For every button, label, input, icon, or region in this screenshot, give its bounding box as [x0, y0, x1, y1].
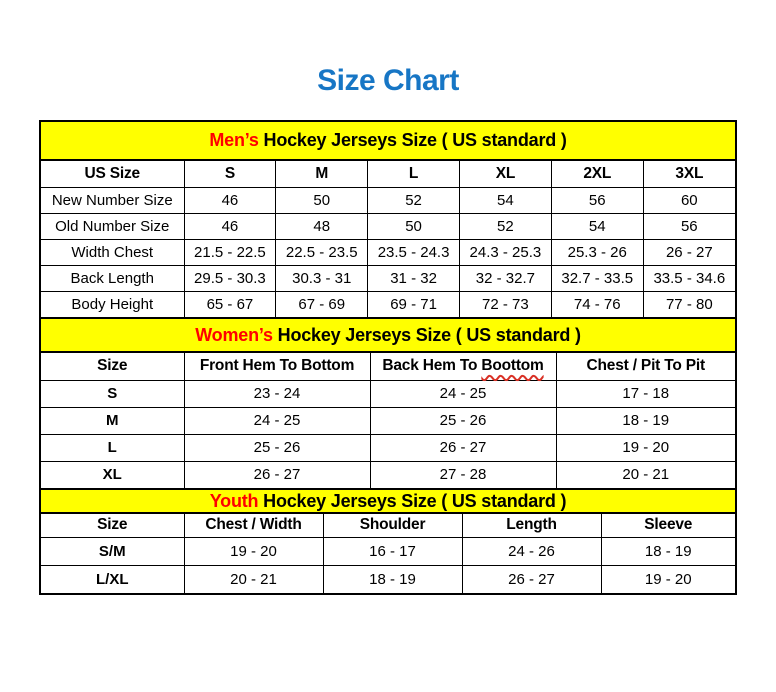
table-cell: 24.3 - 25.3: [459, 239, 551, 265]
table-cell: 20 - 21: [184, 565, 323, 593]
youth-table-body: [41, 537, 735, 593]
table-row: [41, 265, 735, 291]
table-row: [41, 380, 735, 407]
column-header: Front Hem To Bottom: [184, 353, 370, 380]
womens-banner-text: Hockey Jerseys Size ( US standard ): [272, 324, 581, 345]
page-title: Size Chart: [317, 64, 459, 97]
table-cell: 25 - 26: [184, 434, 370, 461]
table-cell: 56: [551, 187, 643, 213]
table-cell: 67 - 69: [276, 291, 368, 317]
header-row: [41, 514, 735, 537]
column-header: Back Hem To Boottom: [370, 353, 556, 380]
row-label: S: [41, 380, 184, 407]
table-cell: 27 - 28: [370, 461, 556, 488]
table-row: [41, 213, 735, 239]
table-cell: 23 - 24: [184, 380, 370, 407]
row-label: S/M: [41, 537, 184, 565]
table-row: [41, 239, 735, 265]
youth-section-banner: [41, 488, 735, 514]
table-cell: 65 - 67: [184, 291, 276, 317]
mens-banner-highlight: Men’s: [209, 130, 259, 150]
table-cell: 17 - 18: [556, 380, 735, 407]
table-row: [41, 537, 735, 565]
table-cell: 31 - 32: [368, 265, 460, 291]
table-cell: 29.5 - 30.3: [184, 265, 276, 291]
youth-table-header: [41, 514, 735, 537]
table-cell: 32 - 32.7: [459, 265, 551, 291]
table-cell: 26 - 27: [462, 565, 601, 593]
row-label: L: [41, 434, 184, 461]
column-header: Shoulder: [323, 514, 462, 537]
table-cell: 16 - 17: [323, 537, 462, 565]
table-cell: 25 - 26: [370, 407, 556, 434]
womens-table-body: [41, 380, 735, 488]
youth-banner-highlight: Youth: [209, 490, 259, 511]
column-header: US Size: [41, 161, 184, 187]
table-cell: 74 - 76: [551, 291, 643, 317]
row-label: Body Height: [41, 291, 184, 317]
table-cell: 52: [459, 213, 551, 239]
table-cell: 54: [551, 213, 643, 239]
table-cell: 50: [276, 187, 368, 213]
table-cell: 52: [368, 187, 460, 213]
table-row: [41, 461, 735, 488]
row-label: Width Chest: [41, 239, 184, 265]
mens-section-banner: [41, 122, 735, 161]
table-cell: 19 - 20: [601, 565, 735, 593]
mens-banner-text: Hockey Jerseys Size ( US standard ): [258, 130, 567, 150]
table-cell: 50: [368, 213, 460, 239]
table-cell: 72 - 73: [459, 291, 551, 317]
table-cell: 26 - 27: [370, 434, 556, 461]
table-row: [41, 407, 735, 434]
column-header: Sleeve: [601, 514, 735, 537]
column-header: Size: [41, 353, 184, 380]
row-label: XL: [41, 461, 184, 488]
table-cell: 18 - 19: [323, 565, 462, 593]
table-cell: 18 - 19: [601, 537, 735, 565]
table-cell: 22.5 - 23.5: [276, 239, 368, 265]
header-row: [41, 353, 735, 380]
column-header: Chest / Width: [184, 514, 323, 537]
table-cell: 25.3 - 26: [551, 239, 643, 265]
mens-table-header: [41, 161, 735, 187]
spellcheck-squiggle: Boottom: [481, 357, 544, 375]
womens-section-banner: [41, 317, 735, 353]
header-row: [41, 161, 735, 187]
row-label: Old Number Size: [41, 213, 184, 239]
column-header: 2XL: [551, 161, 643, 187]
table-cell: 56: [643, 213, 735, 239]
column-header: M: [276, 161, 368, 187]
column-header: L: [368, 161, 460, 187]
column-header: Chest / Pit To Pit: [556, 353, 735, 380]
table-cell: 24 - 25: [184, 407, 370, 434]
table-row: [41, 291, 735, 317]
youth-banner-text: Hockey Jerseys Size ( US standard ): [258, 490, 567, 511]
table-cell: 32.7 - 33.5: [551, 265, 643, 291]
column-header: Length: [462, 514, 601, 537]
column-header: 3XL: [643, 161, 735, 187]
row-label: Back Length: [41, 265, 184, 291]
table-cell: 21.5 - 22.5: [184, 239, 276, 265]
youth-size-table: [41, 514, 735, 593]
row-label: M: [41, 407, 184, 434]
table-cell: 77 - 80: [643, 291, 735, 317]
womens-size-table: [41, 353, 735, 488]
table-row: [41, 565, 735, 593]
table-cell: 54: [459, 187, 551, 213]
size-chart-table-group: [39, 120, 737, 595]
table-cell: 23.5 - 24.3: [368, 239, 460, 265]
row-label: New Number Size: [41, 187, 184, 213]
column-header: S: [184, 161, 276, 187]
table-cell: 69 - 71: [368, 291, 460, 317]
table-cell: 24 - 26: [462, 537, 601, 565]
table-cell: 24 - 25: [370, 380, 556, 407]
table-cell: 60: [643, 187, 735, 213]
row-label: L/XL: [41, 565, 184, 593]
table-cell: 30.3 - 31: [276, 265, 368, 291]
table-cell: 18 - 19: [556, 407, 735, 434]
womens-banner-highlight: Women’s: [195, 324, 273, 345]
table-cell: 26 - 27: [184, 461, 370, 488]
table-cell: 46: [184, 187, 276, 213]
table-cell: 19 - 20: [556, 434, 735, 461]
column-header: Size: [41, 514, 184, 537]
table-cell: 19 - 20: [184, 537, 323, 565]
table-row: [41, 187, 735, 213]
table-row: [41, 434, 735, 461]
table-cell: 20 - 21: [556, 461, 735, 488]
mens-size-table: [41, 161, 735, 317]
table-cell: 33.5 - 34.6: [643, 265, 735, 291]
table-cell: 26 - 27: [643, 239, 735, 265]
table-cell: 48: [276, 213, 368, 239]
mens-table-body: [41, 187, 735, 317]
column-header: XL: [459, 161, 551, 187]
table-cell: 46: [184, 213, 276, 239]
womens-table-header: [41, 353, 735, 380]
